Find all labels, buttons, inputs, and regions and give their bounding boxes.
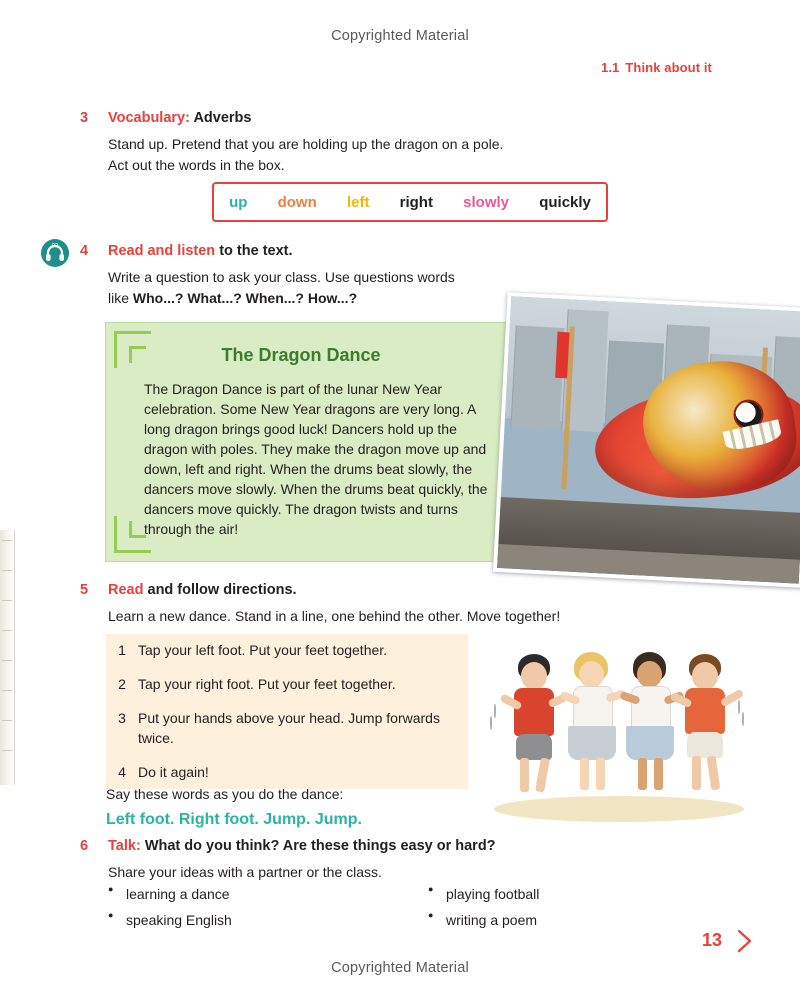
word-down[interactable]: down — [277, 193, 317, 211]
exercise-4-title — [108, 243, 700, 259]
list-item: ● playing football — [426, 884, 666, 904]
direction-step-number: 1 — [118, 642, 126, 658]
headphones-icon[interactable] — [40, 238, 70, 268]
word-right[interactable]: right — [399, 193, 433, 211]
page-number: 13 — [701, 930, 722, 950]
exercise-5 — [80, 582, 700, 627]
exercise-6-label: Talk: — [108, 838, 141, 854]
direction-step-number: 3 — [118, 709, 126, 726]
discussion-topics-right — [426, 884, 666, 937]
exercise-5-number: 5 — [80, 582, 89, 598]
exercise-6-instruction: Share your ideas with a partner or the class. — [108, 864, 382, 880]
direction-step — [106, 702, 468, 756]
dance-chant: Left foot. Right foot. Jump. Jump. — [106, 811, 362, 828]
exercise-4-question-words: Who...? What...? When...? How...? — [132, 290, 358, 306]
exercise-3-title — [108, 110, 700, 126]
exercise-4-instruction-line1: Write a question to ask your class. Use questions words — [108, 269, 455, 285]
word-slowly[interactable]: slowly — [463, 193, 510, 211]
page-edge-decoration — [0, 530, 15, 785]
exercise-5-topic: and follow directions. — [147, 582, 297, 598]
direction-step — [106, 634, 468, 668]
word-quickly[interactable]: quickly — [539, 193, 591, 211]
exercise-6 — [80, 838, 700, 883]
chevron-right-icon[interactable] — [734, 928, 756, 954]
child-figure — [506, 654, 564, 804]
list-item: ● speaking English — [106, 910, 406, 930]
dragon-dance-photo — [493, 292, 800, 588]
word-left[interactable]: left — [346, 193, 370, 211]
direction-step — [106, 756, 468, 790]
reading-panel — [105, 322, 517, 562]
exercise-3-instruction-line2: Act out the words in the box. — [108, 157, 285, 173]
child-figure — [676, 654, 736, 804]
exercise-6-title — [108, 838, 700, 854]
word-up[interactable]: up — [229, 193, 248, 211]
list-item: ● learning a dance — [106, 884, 406, 904]
exercise-3-number: 3 — [80, 110, 89, 126]
exercise-3 — [80, 110, 700, 176]
exercise-3-instruction-line1: Stand up. Pretend that you are holding up the dragon on a pole. — [108, 136, 504, 152]
reading-title: The Dragon Dance — [221, 345, 381, 365]
exercise-5-instruction: Learn a new dance. Stand in a line, one behind the other. Move together! — [108, 608, 561, 624]
copyright-watermark-top: Copyrighted Material — [331, 28, 469, 44]
direction-step-number: 4 — [118, 763, 126, 780]
running-head — [601, 60, 712, 75]
exercise-3-label: Vocabulary: — [108, 110, 190, 126]
direction-step-text: Do it again! — [138, 763, 209, 780]
direction-step-text: Put your hands above your head. Jump forwards twice. — [138, 709, 440, 746]
exercise-3-topic: Adverbs — [193, 110, 252, 126]
exercise-4-label: Read and listen — [108, 243, 216, 259]
direction-step-number: 2 — [118, 675, 126, 692]
reading-body: The Dragon Dance is part of the lunar New Year celebration. Some New Year dragons are very long. A long dragon brings good luck! Dancers hold up the dragon with poles. They make the dragon move up and down, left and right. When the drums beat slowly, the dancers move slowly. When the drums beat quickly, the dancers move quickly. The dragon twists and turns through the air! — [144, 381, 488, 538]
exercise-4-number: 4 — [80, 243, 89, 259]
child-figure — [562, 652, 622, 804]
exercise-5-title — [108, 582, 700, 598]
unit-number: 1.1 — [601, 60, 620, 75]
direction-step — [106, 668, 468, 702]
direction-step-text: Tap your right foot. Put your feet together. — [138, 675, 396, 692]
child-figure — [620, 652, 680, 804]
children-dancing-illustration — [484, 636, 764, 822]
exercise-6-topic: What do you think? Are these things easy or hard? — [144, 838, 496, 854]
exercise-6-number: 6 — [80, 838, 89, 854]
exercise-4-instruction-prefix: like — [108, 290, 133, 306]
exercise-4-topic: to the text. — [219, 243, 293, 259]
list-item: ● writing a poem — [426, 910, 666, 930]
directions-list — [106, 634, 468, 789]
copyright-watermark-bottom: Copyrighted Material — [331, 960, 469, 976]
svg-text:03: 03 — [51, 243, 59, 250]
direction-step-text: Tap your left foot. Put your feet together. — [138, 642, 388, 658]
say-words-line: Say these words as you do the dance: — [106, 786, 344, 802]
exercise-5-label: Read — [108, 582, 144, 598]
adverb-word-box — [212, 182, 608, 222]
discussion-topics-left — [106, 884, 406, 937]
unit-title: Think about it — [625, 60, 712, 75]
